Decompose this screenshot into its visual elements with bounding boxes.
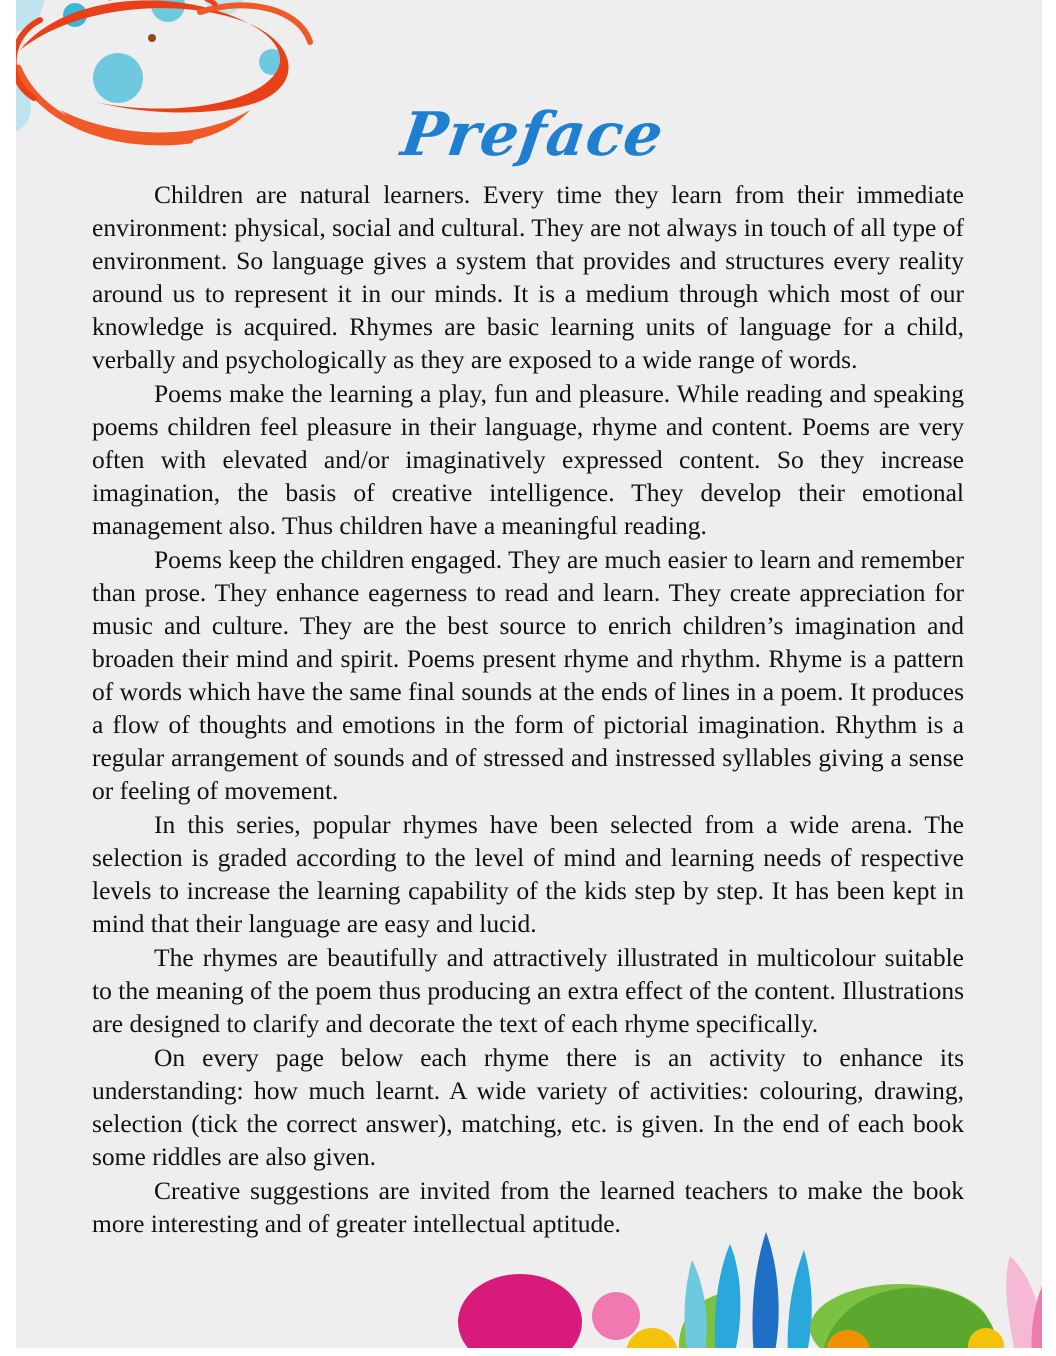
page-margin-bottom: [0, 1348, 1056, 1356]
paragraph: The rhymes are beautifully and attractively illustrated in multicolour suitable to the meaning of the poem thus producing an extra effect of the content. Illustrations are designed to clarify and decorate the text of each rhyme specifically.: [92, 943, 964, 1038]
paragraph: Creative suggestions are invited from the learned teachers to make the book more interesting and of greater intellectual aptitude.: [92, 1176, 964, 1238]
page-margin-right: [1042, 0, 1056, 1356]
page-margin-left: [0, 0, 16, 1356]
paragraph: Poems keep the children engaged. They are much easier to learn and remember than prose. They enhance eagerness to read and learn. They create appreciation for music and culture. They are the best source to enrich children’s imagination and broaden their mind and spirit. Poems present rhyme and rhythm. Rhyme is a pattern of words which have the same final sounds at the ends of lines in a poem. It produces a flow of thoughts and emotions in the form of pictorial imagination. Rhythm is a regular arrangement of sounds and of stressed and instressed syllables giving a sense or feeling of movement.: [92, 545, 964, 805]
paragraph: On every page below each rhyme there is an activity to enhance its understanding: how much learnt. A wide variety of activities: colouring, drawing, selection (tick the correct answer), matching, etc. is given. In the end of each book some riddles are also given.: [92, 1043, 964, 1171]
page-title-text: Preface: [397, 100, 669, 170]
paragraph: Poems make the learning a play, fun and pleasure. While reading and speaking poems children feel pleasure in their language, rhyme and content. Poems are very often with elevated and/or imaginatively expressed content. So they increase imagination, the basis of creative intelligence. They develop their emotional management also. Thus children have a meaningful reading.: [92, 379, 964, 540]
splash-petals-ornament: [430, 1226, 1056, 1356]
paragraph: In this series, popular rhymes have been selected from a wide arena. The selection is graded according to the level of mind and learning needs of respective levels to increase the learning capability of the kids step by step. It has been kept in mind that their language are easy and lucid.: [92, 810, 964, 938]
page-title: [0, 100, 1056, 170]
paragraph: Children are natural learners. Every time they learn from their immediate environment: physical, social and cultural. They are not always in touch of all type of environment. So language gives a system that provides and structures every reality around us to represent it in our minds. It is a medium through which most of our knowledge is acquired. Rhymes are basic learning units of language for a child, verbally and psychologically as they are exposed to a wide range of words.: [92, 180, 964, 374]
preface-body: [92, 178, 964, 1241]
